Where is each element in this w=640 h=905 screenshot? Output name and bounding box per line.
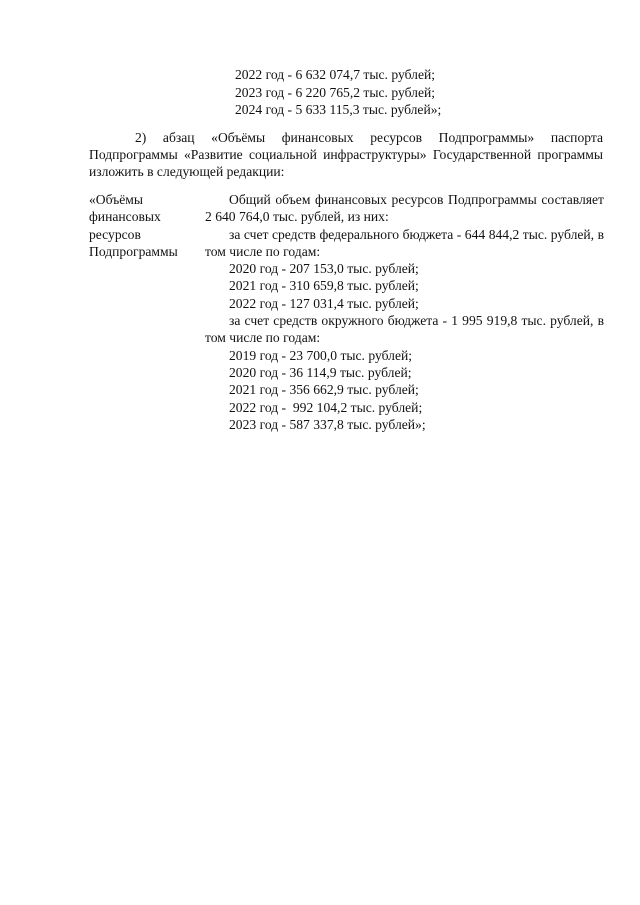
district-year-line: 2023 год - 587 337,8 тыс. рублей»; xyxy=(229,416,426,432)
label-line: Подпрограммы xyxy=(89,243,178,259)
federal-year-line: 2020 год - 207 153,0 тыс. рублей; xyxy=(229,261,419,277)
label-line: «Объёмы xyxy=(89,192,143,207)
year-line: 2023 год - 6 220 765,2 тыс. рублей; xyxy=(235,84,436,100)
table-label-column xyxy=(89,191,201,260)
federal-budget-intro: за счет средств федерального бюджета - 644 844,2 тыс. рублей, в том числе по годам: xyxy=(205,226,604,259)
district-year-line: 2022 год - 992 104,2 тыс. рублей; xyxy=(229,399,423,415)
federal-year-line: 2022 год - 127 031,4 тыс. рублей; xyxy=(229,295,419,311)
district-year-line: 2021 год - 356 662,9 тыс. рублей; xyxy=(229,382,419,398)
table-value-column xyxy=(205,191,604,433)
total-funding-text: Общий объем финансовых ресурсов Подпрограммы составляет 2 640 764,0 тыс. рублей, из них: xyxy=(205,192,604,225)
year-line: 2022 год - 6 632 074,7 тыс. рублей; xyxy=(235,67,436,82)
district-year-line: 2020 год - 36 114,9 тыс. рублей; xyxy=(229,364,412,380)
label-line: ресурсов xyxy=(89,226,141,242)
previous-years-list xyxy=(235,66,595,119)
label-line: финансовых xyxy=(89,209,161,225)
federal-year-line: 2021 год - 310 659,8 тыс. рублей; xyxy=(229,278,419,294)
amendment-paragraph: 2) абзац «Объёмы финансовых ресурсов Подпрограммы» паспорта Подпрограммы «Развитие социальной инфраструктуры» Государственной программы изложить в следующей редакции: xyxy=(89,130,603,180)
district-year-line: 2019 год - 23 700,0 тыс. рублей; xyxy=(229,347,413,363)
district-budget-intro: за счет средств окружного бюджета - 1 995 919,8 тыс. рублей, в том числе по годам: xyxy=(205,313,604,346)
year-line: 2024 год - 5 633 115,3 тыс. рублей»; xyxy=(235,102,442,117)
